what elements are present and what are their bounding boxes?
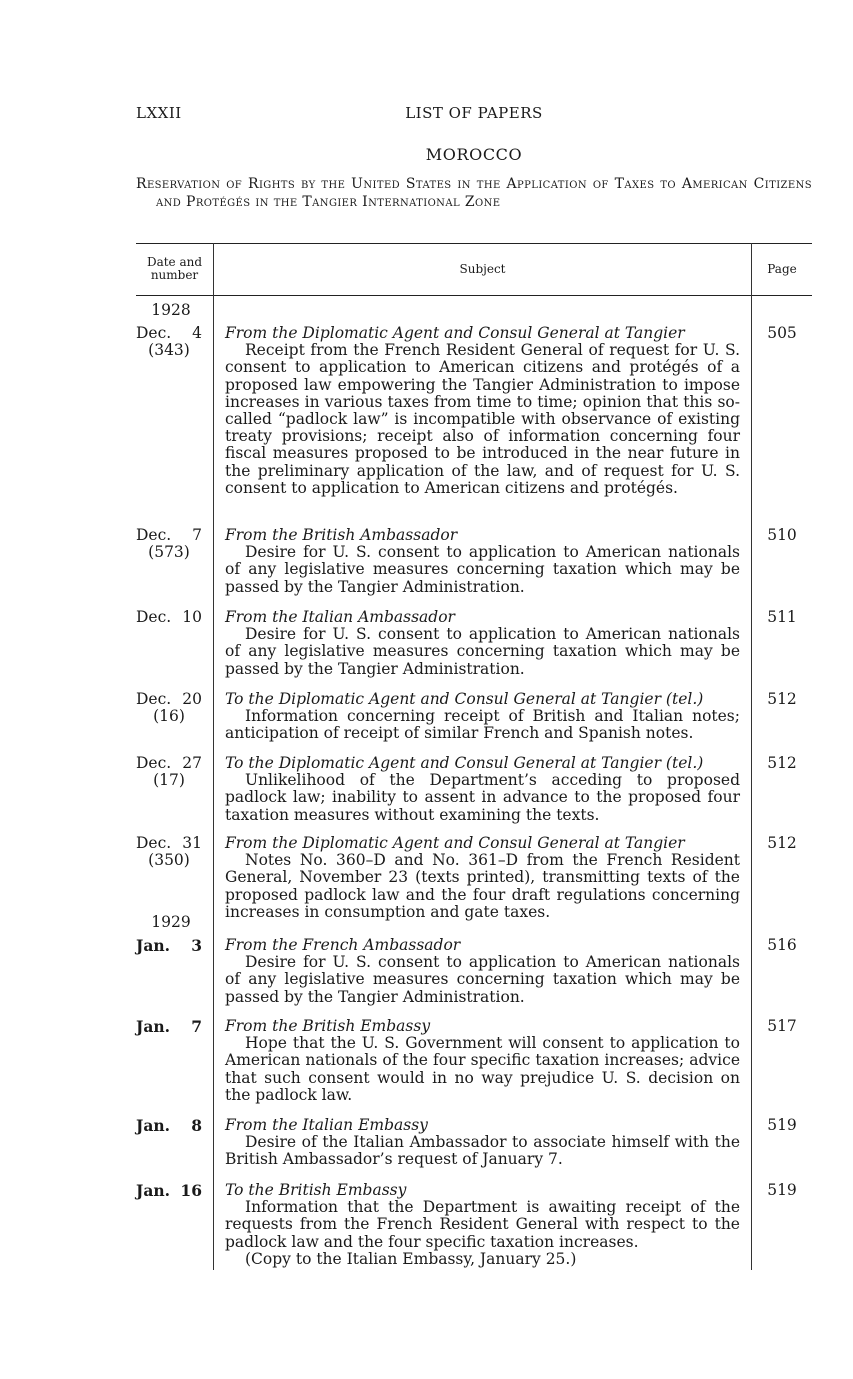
entry-summary: Information concerning receipt of British and Italian notes; anticipation of receipt of similar French and Spanish notes.	[225, 707, 740, 743]
document-number: (17)	[153, 771, 185, 790]
subject-cell	[225, 1182, 740, 1268]
column-header-subject: Subject	[459, 261, 506, 276]
date-month: Jan.	[136, 936, 171, 955]
year-label: 1928	[151, 301, 191, 319]
subject-cell	[225, 1117, 740, 1169]
date-month: Dec.	[136, 834, 172, 852]
date-cell	[136, 609, 202, 626]
topic-heading: Reservation of Rights by the United States in the Application of Taxes to American Citizens and Protégés in the Tangier International Zone	[136, 176, 812, 210]
document-number: (350)	[148, 851, 190, 870]
entry-summary: Unlikelihood of the Department’s acceding to proposed padlock law; inability to assent in advance to the proposed four taxation measures without examining the texts.	[225, 771, 740, 824]
running-head	[136, 104, 812, 126]
running-title: LIST OF PAPERS	[405, 104, 543, 122]
date-cell	[136, 835, 202, 869]
entry-heading: From the British Embassy	[225, 1017, 431, 1035]
date-cell	[136, 527, 202, 561]
page-reference: 512	[767, 754, 797, 772]
table-header-rule	[136, 295, 812, 296]
entry-heading: From the Diplomatic Agent and Consul General at Tangier	[225, 834, 685, 852]
subject-cell	[225, 527, 740, 596]
date-cell	[136, 691, 202, 725]
column-header-date: Date and number	[146, 255, 203, 282]
date-month: Dec.	[136, 526, 172, 544]
document-number: (343)	[148, 341, 190, 360]
date-month: Jan.	[136, 1116, 171, 1135]
page-reference: 512	[767, 834, 797, 852]
entry-heading: From the Italian Embassy	[225, 1116, 428, 1134]
date-day: 8	[191, 1116, 202, 1135]
date-day: 27	[182, 754, 202, 772]
date-day: 20	[182, 690, 202, 708]
entry-summary: Desire for U. S. consent to application to American nationals of any legislative measures concerning taxation which may be passed by the Tangier Administration.	[225, 625, 740, 678]
date-day: 31	[182, 834, 202, 852]
entry-summary: Receipt from the French Resident General of request for U. S. consent to application to American citizens and protégés of a proposed law empowering the Tangier Administration to impose increases in various taxes from time to time; opinion that this so-called “padlock law” is incompatible with observance of existing treaty provisions; receipt also of information concerning four fiscal measures proposed to be introduced in the near future in the preliminary application of the law, and of request for U. S. consent to application to American citizens and protégés.	[225, 341, 740, 497]
papers-table	[136, 243, 812, 1270]
entry-heading: To the Diplomatic Agent and Consul General at Tangier (tel.)	[225, 690, 704, 708]
subject-cell	[225, 1018, 740, 1104]
page-reference: 512	[767, 690, 797, 708]
entry-summary: Desire for U. S. consent to application to American nationals of any legislative measures concerning taxation which may be passed by the Tangier Administration.	[225, 953, 740, 1006]
date-day: 4	[192, 324, 202, 342]
page-reference: 517	[767, 1017, 797, 1035]
subject-cell	[225, 691, 740, 743]
page-reference: 519	[767, 1116, 797, 1134]
page-reference: 519	[767, 1181, 797, 1199]
date-month: Dec.	[136, 608, 172, 626]
page-reference: 510	[767, 526, 797, 544]
date-cell	[136, 937, 202, 954]
date-month: Dec.	[136, 754, 172, 772]
page-reference: 505	[767, 324, 797, 342]
date-day: 16	[180, 1181, 202, 1200]
entry-heading: From the Diplomatic Agent and Consul General at Tangier	[225, 324, 685, 342]
section-title: MOROCCO	[425, 145, 523, 164]
entry-summary: Information that the Department is awaiting receipt of the requests from the French Resident General with respect to the padlock law and the four specific taxation increases.	[225, 1198, 740, 1251]
date-cell	[136, 1182, 202, 1199]
subject-cell	[225, 835, 740, 921]
date-month: Dec.	[136, 324, 172, 342]
date-day: 3	[191, 936, 202, 955]
entry-heading: To the Diplomatic Agent and Consul General at Tangier (tel.)	[225, 754, 704, 772]
date-cell	[136, 325, 202, 359]
date-cell	[136, 1018, 202, 1035]
subject-cell	[225, 755, 740, 824]
document-number: (16)	[153, 707, 185, 726]
column-header-page: Page	[767, 261, 797, 276]
date-month: Jan.	[136, 1017, 171, 1036]
entry-heading: From the British Ambassador	[225, 526, 458, 544]
entry-heading: From the French Ambassador	[225, 936, 461, 954]
date-month: Jan.	[136, 1181, 171, 1200]
date-cell	[136, 755, 202, 789]
date-day: 7	[191, 1017, 202, 1036]
page-reference: 511	[767, 608, 797, 626]
entry-summary: Hope that the U. S. Government will consent to application to American nationals of the four specific taxation increases; advice that such consent would in no way prejudice U. S. decision on the padlock law.	[225, 1034, 740, 1104]
subject-cell	[225, 609, 740, 678]
entry-summary: Notes No. 360–D and No. 361–D from the French Resident General, November 23 (texts printed), transmitting texts of the proposed padlock law and the four draft regulations concerning increases in consumption and gate taxes.	[225, 851, 740, 921]
date-day: 7	[192, 526, 202, 544]
entry-summary: Desire of the Italian Ambassador to associate himself with the British Ambassador’s request of January 7.	[225, 1133, 740, 1169]
subject-cell	[225, 325, 740, 497]
date-month: Dec.	[136, 690, 172, 708]
page-number-roman: LXXII	[136, 104, 182, 122]
entry-heading: To the British Embassy	[225, 1181, 407, 1199]
entry-note: (Copy to the Italian Embassy, January 25.)	[245, 1249, 577, 1268]
document-number: (573)	[148, 543, 190, 562]
page-reference: 516	[767, 936, 797, 954]
date-day: 10	[182, 608, 202, 626]
entry-heading: From the Italian Ambassador	[225, 608, 455, 626]
subject-cell	[225, 937, 740, 1006]
column-divider-date	[213, 243, 214, 1270]
year-label: 1929	[151, 913, 191, 931]
entry-summary: Desire for U. S. consent to application to American nationals of any legislative measures concerning taxation which may be passed by the Tangier Administration.	[225, 543, 740, 596]
date-cell	[136, 1117, 202, 1134]
